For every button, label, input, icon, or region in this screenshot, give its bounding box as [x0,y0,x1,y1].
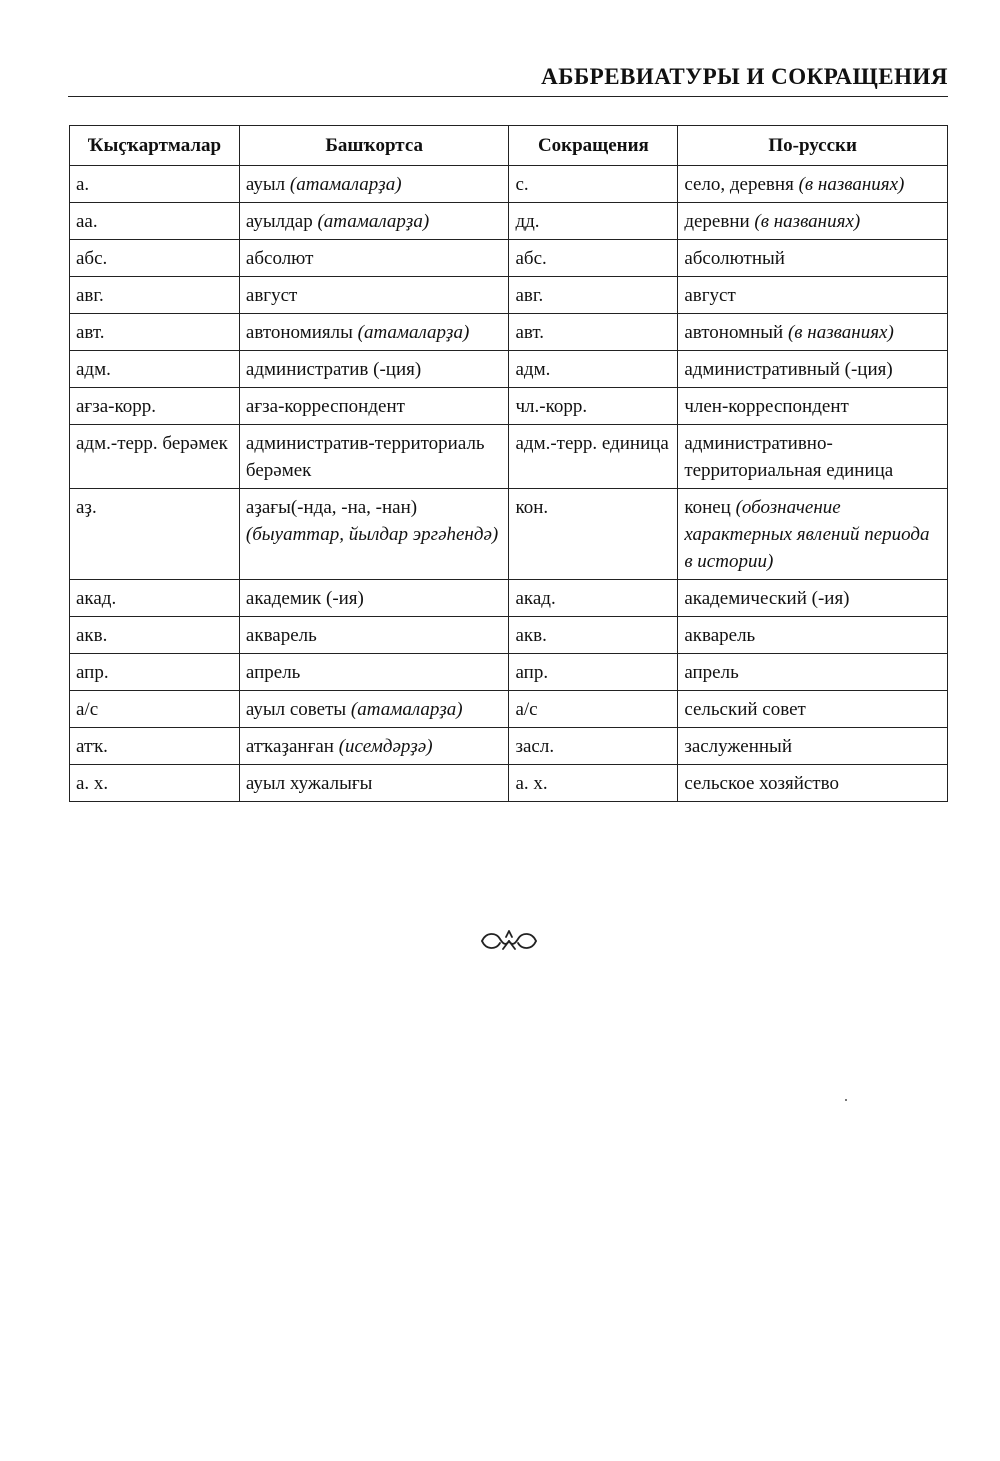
column-header-russian-abbr: Сокращения [509,126,678,166]
entry-text: авт. [76,322,105,343]
entry-text: засл. [515,736,555,757]
entry-text: авт. [515,322,545,343]
header-rule [68,96,948,97]
entry-text: акад. [515,588,556,609]
cell-russian-abbr [509,277,678,314]
column-header-bashkir-abbr: Ҡыҫҡартмалар [70,126,240,166]
note-text: (в названиях) [754,211,861,232]
cell-russian-abbr [509,765,678,802]
cell-russian-abbr [509,314,678,351]
cell-russian-abbr [509,654,678,691]
cell-bashkir-abbr [70,765,240,802]
entry-text: август [245,285,298,306]
table-row [70,277,948,314]
entry-text: адм. [515,359,551,380]
entry-text: акад. [76,588,117,609]
cell-bashkir-abbr [70,691,240,728]
entry-text: авг. [515,285,544,306]
table-row [70,765,948,802]
cell-bashkir-full [239,728,509,765]
entry-text: абсолют [245,248,314,269]
cell-bashkir-abbr [70,489,240,580]
cell-russian-full [678,691,948,728]
cell-bashkir-full [239,203,509,240]
entry-text: адм. [76,359,111,380]
cell-bashkir-full [239,351,509,388]
note-text: (атамаларҙа) [357,322,470,343]
entry-text: ауылдар [245,211,313,232]
cell-russian-full [678,203,948,240]
cell-bashkir-abbr [70,351,240,388]
entry-text: село, деревня [684,174,794,195]
entry-text: административно-территориальная единица [684,433,894,481]
cell-bashkir-abbr [70,388,240,425]
entry-text: абс. [515,248,547,269]
entry-text: ағза-корреспондент [245,396,405,417]
entry-text: акв. [76,625,108,646]
entry-text: а. х. [76,773,109,794]
cell-russian-abbr [509,425,678,489]
entry-text: конец [684,497,731,518]
note-text: (быуаттар, йылдар эргәһендә) [245,524,499,545]
cell-bashkir-full [239,425,509,489]
cell-bashkir-full [239,765,509,802]
table-row [70,425,948,489]
table-row [70,240,948,277]
note-text: (в названиях) [798,174,905,195]
entry-text: ауыл [245,174,286,195]
cell-russian-full [678,277,948,314]
cell-bashkir-full [239,580,509,617]
entry-text: административ (-ция) [245,359,422,380]
entry-text: адм.-терр. единица [515,433,669,454]
entry-text: ағза-корр. [76,396,157,417]
fleuron-ornament-icon [478,924,540,958]
cell-russian-abbr [509,489,678,580]
entry-text: ауыл хужалығы [245,773,373,794]
cell-bashkir-full [239,617,509,654]
entry-text: с. [515,174,529,195]
entry-text: аҙағы(-нда, -на, -нан) [245,497,418,518]
table-row [70,388,948,425]
cell-russian-full [678,425,948,489]
entry-text: сельский совет [684,699,806,720]
table-header-row [70,126,948,166]
table-row [70,580,948,617]
cell-bashkir-abbr [70,617,240,654]
table-row [70,691,948,728]
entry-text: аҙ. [76,497,97,518]
abbreviations-table [69,125,948,802]
cell-russian-full [678,314,948,351]
entry-text: сельское хозяйство [684,773,839,794]
cell-russian-full [678,388,948,425]
cell-bashkir-full [239,691,509,728]
note-text: (атамаларҙа) [289,174,402,195]
cell-bashkir-full [239,388,509,425]
table-body [70,166,948,802]
entry-text: административный (-ция) [684,359,893,380]
note-text: (обозначение характерных явлений периода в истории) [684,497,930,572]
cell-bashkir-abbr [70,728,240,765]
entry-text: атҡаҙанған [245,736,334,757]
entry-text: деревни [684,211,750,232]
entry-text: административ-территориаль берәмек [245,433,485,481]
column-header-russian-full: По-русски [678,126,948,166]
entry-text: дд. [515,211,540,232]
entry-text: автономиялы [245,322,353,343]
cell-russian-full [678,351,948,388]
cell-russian-abbr [509,203,678,240]
table-row [70,314,948,351]
cell-russian-abbr [509,728,678,765]
cell-russian-full [678,166,948,203]
cell-russian-abbr [509,580,678,617]
entry-text: академик (-ия) [245,588,364,609]
entry-text: автономный [684,322,784,343]
cell-bashkir-full [239,654,509,691]
table-row [70,166,948,203]
entry-text: апр. [515,662,549,683]
entry-text: член-корреспондент [684,396,849,417]
entry-text: абсолютный [684,248,785,269]
cell-russian-full [678,654,948,691]
cell-bashkir-abbr [70,277,240,314]
entry-text: аа. [76,211,98,232]
table-row [70,203,948,240]
entry-text: чл.-корр. [515,396,588,417]
entry-text: ауыл советы [245,699,347,720]
cell-russian-full [678,765,948,802]
cell-bashkir-full [239,489,509,580]
cell-bashkir-abbr [70,654,240,691]
entry-text: абс. [76,248,108,269]
table-row [70,654,948,691]
note-text: (атамаларҙа) [317,211,430,232]
cell-bashkir-full [239,166,509,203]
cell-bashkir-abbr [70,580,240,617]
cell-bashkir-full [239,277,509,314]
table-row [70,617,948,654]
cell-russian-full [678,580,948,617]
entry-text: акв. [515,625,547,646]
cell-russian-full [678,728,948,765]
column-header-bashkir-full: Башҡортса [239,126,509,166]
page-title: АББРЕВИАТУРЫ И СОКРАЩЕНИЯ [541,64,948,89]
entry-text: авг. [76,285,104,306]
cell-russian-abbr [509,351,678,388]
note-text: (исемдәрҙә) [338,736,433,757]
table-row [70,728,948,765]
entry-text: а. [76,174,90,195]
entry-text: заслуженный [684,736,792,757]
cell-bashkir-abbr [70,314,240,351]
entry-text: академический (-ия) [684,588,850,609]
table-row [70,489,948,580]
table-row [70,351,948,388]
cell-russian-abbr [509,166,678,203]
entry-text: а/с [515,699,538,720]
entry-text: адм.-терр. берәмек [76,433,228,454]
cell-bashkir-full [239,314,509,351]
cell-russian-abbr [509,240,678,277]
entry-text: а. х. [515,773,548,794]
cell-bashkir-full [239,240,509,277]
cell-russian-abbr [509,617,678,654]
cell-bashkir-abbr [70,166,240,203]
note-text: (атамаларҙа) [350,699,463,720]
cell-russian-full [678,489,948,580]
entry-text: атҡ. [76,736,108,757]
cell-russian-abbr [509,691,678,728]
cell-bashkir-abbr [70,425,240,489]
cell-bashkir-abbr [70,240,240,277]
entry-text: апрель [684,662,739,683]
print-speck [845,1099,847,1101]
cell-russian-full [678,240,948,277]
cell-russian-abbr [509,388,678,425]
entry-text: акварель [684,625,756,646]
entry-text: акварель [245,625,317,646]
note-text: (в названиях) [787,322,894,343]
cell-bashkir-abbr [70,203,240,240]
entry-text: апр. [76,662,109,683]
cell-russian-full [678,617,948,654]
entry-text: а/с [76,699,99,720]
entry-text: кон. [515,497,549,518]
entry-text: август [684,285,736,306]
entry-text: апрель [245,662,301,683]
